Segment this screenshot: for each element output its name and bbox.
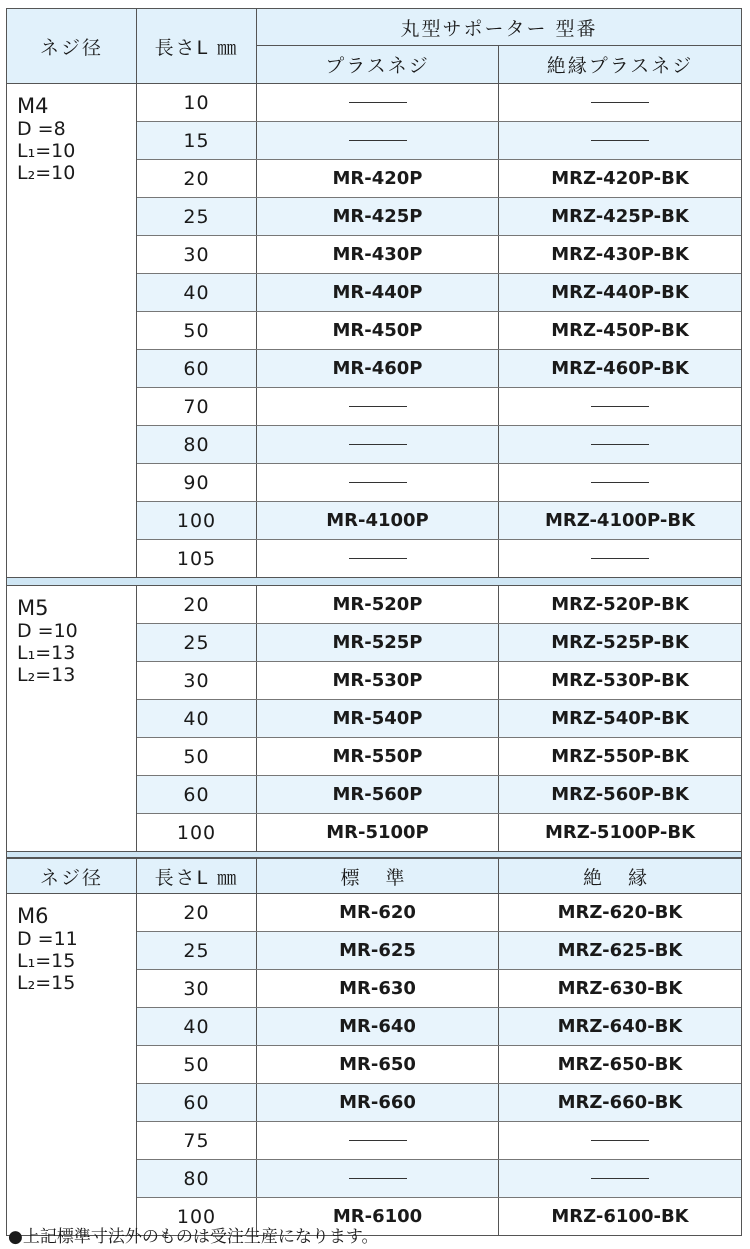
- dash-line: [349, 1140, 407, 1141]
- table-row: [137, 894, 741, 932]
- dash-line: [591, 1140, 649, 1141]
- header-model: [257, 9, 741, 83]
- thread-size: M6: [17, 904, 49, 928]
- length-cell: 50: [137, 738, 257, 775]
- rows-m4: [137, 84, 741, 577]
- model-number-cell: MRZ-525P-BK: [551, 632, 689, 653]
- header-insulated: 絶 縁: [582, 866, 658, 889]
- length-cell: 50: [137, 1046, 257, 1083]
- model-number-cell: MR-625: [257, 932, 499, 969]
- model-number-cell: MRZ-625-BK: [557, 940, 683, 961]
- model-number-cell: MRZ-560P-BK: [551, 784, 689, 805]
- model-number-cell: MR-425P: [257, 198, 499, 235]
- length-cell: 75: [137, 1122, 257, 1159]
- header-model-group: 丸型サポーター 型番: [257, 9, 741, 46]
- not-available-cell: [499, 122, 741, 159]
- dash-line: [349, 406, 407, 407]
- dash-line: [591, 444, 649, 445]
- spec-m4: [7, 84, 137, 577]
- not-available-cell: [499, 464, 741, 501]
- length-cell: 80: [137, 426, 257, 463]
- rows-m5: [137, 586, 741, 851]
- not-available-cell: [257, 1122, 499, 1159]
- not-available-cell: [499, 540, 741, 577]
- spec-m6: [7, 894, 137, 1235]
- length-cell: 100: [137, 1198, 257, 1235]
- table-row: [137, 540, 741, 577]
- table-header-m6: [6, 858, 742, 894]
- length-cell: 80: [137, 1160, 257, 1197]
- model-number-cell: MRZ-6100-BK: [551, 1206, 689, 1227]
- length-cell: 40: [137, 700, 257, 737]
- not-available-cell: [257, 1160, 499, 1197]
- not-available-cell: [257, 540, 499, 577]
- model-number-cell: MRZ-660-BK: [557, 1092, 683, 1113]
- model-number-cell: MRZ-630-BK: [557, 978, 683, 999]
- not-available-cell: [257, 388, 499, 425]
- model-number-cell: MRZ-440P-BK: [551, 282, 689, 303]
- table-row: [137, 624, 741, 662]
- model-number-cell: MR-4100P: [257, 502, 499, 539]
- length-cell: 25: [137, 624, 257, 661]
- length-cell: 25: [137, 932, 257, 969]
- table-row: [137, 388, 741, 426]
- length-cell: 25: [137, 198, 257, 235]
- model-number-cell: MR-525P: [257, 624, 499, 661]
- dash-line: [349, 444, 407, 445]
- group-m4: [6, 84, 742, 578]
- model-number-cell: MR-460P: [257, 350, 499, 387]
- model-number-cell: MRZ-460P-BK: [551, 358, 689, 379]
- table-header: [6, 8, 742, 84]
- length-cell: 15: [137, 122, 257, 159]
- length-cell: 30: [137, 662, 257, 699]
- dash-line: [591, 140, 649, 141]
- table-row: [137, 814, 741, 851]
- model-number-cell: MRZ-450P-BK: [551, 320, 689, 341]
- model-number-cell: MR-630: [257, 970, 499, 1007]
- model-number-cell: MRZ-530P-BK: [551, 670, 689, 691]
- model-number-cell: MRZ-540P-BK: [551, 708, 689, 729]
- model-number-cell: MR-620: [257, 894, 499, 931]
- not-available-cell: [257, 426, 499, 463]
- length-cell: 60: [137, 350, 257, 387]
- table-row: [137, 236, 741, 274]
- model-number-cell: MR-420P: [257, 160, 499, 197]
- not-available-cell: [257, 122, 499, 159]
- group-separator: [6, 578, 742, 586]
- table-row: [137, 662, 741, 700]
- table-row: [137, 426, 741, 464]
- spec-table: [6, 8, 742, 1236]
- spec-line: L₂=13: [17, 664, 76, 686]
- thread-size: M4: [17, 94, 49, 118]
- dash-line: [349, 482, 407, 483]
- model-number-cell: MRZ-430P-BK: [551, 244, 689, 265]
- table-row: [137, 122, 741, 160]
- length-cell: 105: [137, 540, 257, 577]
- model-number-cell: MRZ-650-BK: [557, 1054, 683, 1075]
- table-row: [137, 776, 741, 814]
- spec-line: L₂=15: [17, 972, 76, 994]
- model-number-cell: MR-450P: [257, 312, 499, 349]
- spec-line: D =10: [17, 620, 78, 642]
- spec-line: L₁=13: [17, 642, 76, 664]
- spec-m5: [7, 586, 137, 851]
- not-available-cell: [257, 464, 499, 501]
- model-number-cell: MR-5100P: [257, 814, 499, 851]
- header-plus-screw: プラスネジ: [257, 46, 499, 83]
- spec-line: L₁=10: [17, 140, 76, 162]
- table-row: [137, 1046, 741, 1084]
- dash-line: [591, 482, 649, 483]
- table-row: [137, 1008, 741, 1046]
- model-number-cell: MRZ-420P-BK: [551, 168, 689, 189]
- model-number-cell: MR-650: [257, 1046, 499, 1083]
- model-number-cell: MR-430P: [257, 236, 499, 273]
- table-row: [137, 932, 741, 970]
- not-available-cell: [499, 84, 741, 121]
- model-number-cell: MRZ-4100P-BK: [544, 510, 696, 531]
- not-available-cell: [499, 426, 741, 463]
- model-number-cell: MR-6100: [257, 1198, 499, 1235]
- model-number-cell: MRZ-425P-BK: [551, 206, 689, 227]
- table-row: [137, 350, 741, 388]
- model-number-cell: MRZ-620-BK: [557, 902, 683, 923]
- dash-line: [349, 1178, 407, 1179]
- table-row: [137, 700, 741, 738]
- spec-line: D =11: [17, 928, 78, 950]
- length-cell: 20: [137, 894, 257, 931]
- length-cell: 30: [137, 970, 257, 1007]
- thread-size: M5: [17, 596, 49, 620]
- dash-line: [591, 406, 649, 407]
- table-row: [137, 84, 741, 122]
- model-number-cell: MR-560P: [257, 776, 499, 813]
- table-row: [137, 502, 741, 540]
- table-row: [137, 274, 741, 312]
- length-cell: 100: [137, 814, 257, 851]
- dash-line: [349, 140, 407, 141]
- model-number-cell: MRZ-520P-BK: [551, 594, 689, 615]
- dash-line: [349, 102, 407, 103]
- length-cell: 100: [137, 502, 257, 539]
- dash-line: [591, 102, 649, 103]
- table-row: [137, 198, 741, 236]
- table-row: [137, 1084, 741, 1122]
- header-length: 長さL ㎜: [137, 9, 257, 83]
- model-number-cell: MR-550P: [257, 738, 499, 775]
- length-cell: 40: [137, 1008, 257, 1045]
- model-number-cell: MR-660: [257, 1084, 499, 1121]
- model-number-cell: MR-520P: [257, 586, 499, 623]
- length-cell: 70: [137, 388, 257, 425]
- model-number-cell: MRZ-640-BK: [557, 1016, 683, 1037]
- model-number-cell: MR-440P: [257, 274, 499, 311]
- table-row: [137, 586, 741, 624]
- table-row: [137, 970, 741, 1008]
- model-number-cell: MRZ-550P-BK: [551, 746, 689, 767]
- length-cell: 40: [137, 274, 257, 311]
- length-cell: 60: [137, 1084, 257, 1121]
- rows-m6: [137, 894, 741, 1235]
- header-insulated-plus: 絶縁プラスネジ: [546, 55, 694, 77]
- table-row: [137, 1160, 741, 1198]
- footnote: ●上記標準寸法外のものは受注生産になります。: [8, 1227, 379, 1247]
- header-length: 長さL ㎜: [137, 859, 257, 893]
- dash-line: [591, 1178, 649, 1179]
- table-row: [137, 1122, 741, 1160]
- table-row: [137, 160, 741, 198]
- model-number-cell: MR-530P: [257, 662, 499, 699]
- table-row: [137, 312, 741, 350]
- spec-line: L₂=10: [17, 162, 76, 184]
- table-row: [137, 464, 741, 502]
- group-m5: [6, 586, 742, 852]
- length-cell: 20: [137, 586, 257, 623]
- model-number-cell: MR-640: [257, 1008, 499, 1045]
- spec-line: L₁=15: [17, 950, 76, 972]
- group-m6: [6, 894, 742, 1236]
- dash-line: [349, 558, 407, 559]
- length-cell: 30: [137, 236, 257, 273]
- model-number-cell: MR-540P: [257, 700, 499, 737]
- not-available-cell: [257, 84, 499, 121]
- length-cell: 90: [137, 464, 257, 501]
- header-thread: ネジ径: [7, 9, 137, 83]
- length-cell: 60: [137, 776, 257, 813]
- not-available-cell: [499, 1160, 741, 1197]
- model-number-cell: MRZ-5100P-BK: [544, 822, 696, 843]
- length-cell: 50: [137, 312, 257, 349]
- header-standard: 標 準: [257, 859, 499, 893]
- table-row: [137, 738, 741, 776]
- header-thread: ネジ径: [7, 859, 137, 893]
- not-available-cell: [499, 388, 741, 425]
- length-cell: 10: [137, 84, 257, 121]
- dash-line: [591, 558, 649, 559]
- not-available-cell: [499, 1122, 741, 1159]
- spec-line: D =8: [17, 118, 66, 140]
- length-cell: 20: [137, 160, 257, 197]
